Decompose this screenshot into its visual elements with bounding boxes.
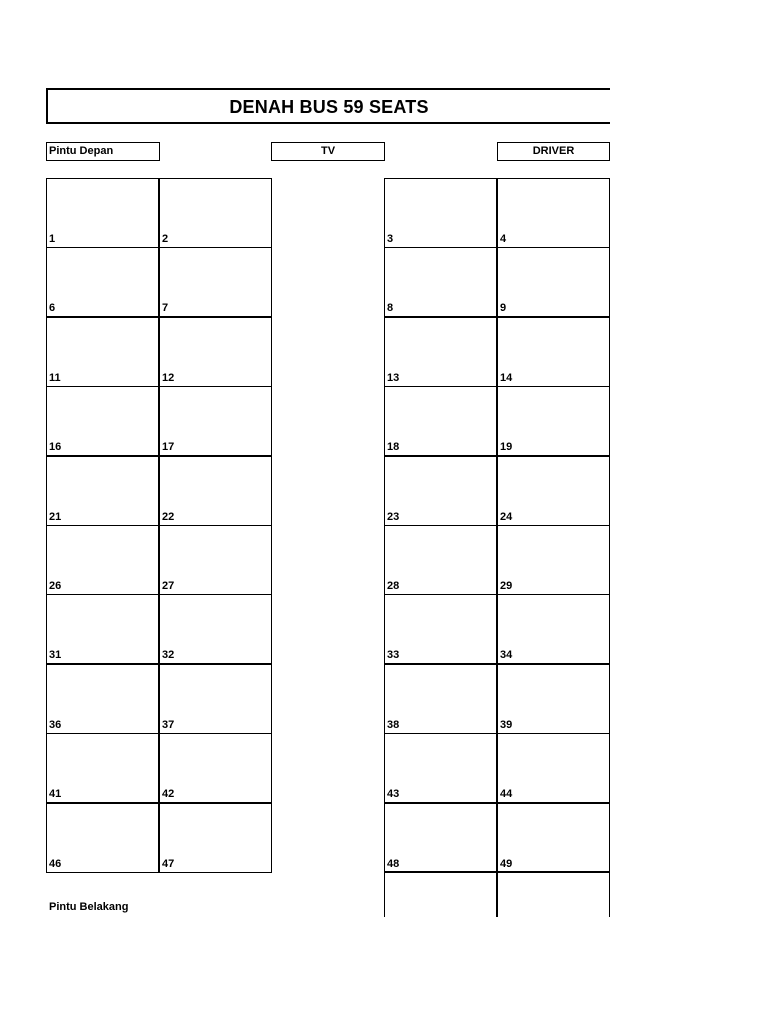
seat [497,456,610,526]
seat [384,525,497,595]
seat-unnumbered-right [497,871,610,917]
seat-number: 28 [387,580,400,592]
seat [384,386,497,456]
seat [46,178,159,248]
seat [497,317,610,387]
seat [159,386,272,456]
seat-number: 44 [500,788,513,800]
seat [46,317,159,387]
seat [46,733,159,803]
seat-number: 21 [49,511,62,523]
front-door-label: Pintu Depan [46,142,160,161]
seat-number: 34 [500,649,513,661]
seat [159,317,272,387]
seat [497,803,610,873]
seat [46,525,159,595]
seat-number: 27 [162,580,175,592]
seat [384,247,497,317]
seat [46,456,159,526]
seat-number: 24 [500,511,513,523]
seat-number: 19 [500,441,513,453]
seat [159,803,272,873]
seat-number: 9 [500,302,507,314]
seat-number: 18 [387,441,400,453]
seat-number: 1 [49,233,56,245]
seat [497,664,610,734]
seat-number: 14 [500,372,513,384]
seat-number: 43 [387,788,400,800]
seat-number: 32 [162,649,175,661]
seat [159,594,272,664]
seat-number: 17 [162,441,175,453]
seat-number: 33 [387,649,400,661]
seat [384,594,497,664]
seat [384,664,497,734]
seat [384,733,497,803]
seat [497,178,610,248]
seat-number: 49 [500,858,513,870]
seat [384,178,497,248]
seat-number: 37 [162,719,175,731]
seat-number: 16 [49,441,62,453]
seat [384,803,497,873]
tv-label: TV [271,142,385,161]
seat [159,664,272,734]
seat [46,803,159,873]
seat-number: 7 [162,302,169,314]
seat-number: 3 [387,233,394,245]
seat [159,456,272,526]
seat [159,247,272,317]
title-box [46,88,610,124]
seat [497,525,610,595]
seat [159,733,272,803]
seat [46,247,159,317]
seat-number: 42 [162,788,175,800]
seat [497,386,610,456]
seat [497,247,610,317]
seat [46,386,159,456]
seat [497,733,610,803]
seat [46,594,159,664]
driver-label: DRIVER [497,142,610,161]
seat-number: 2 [162,233,169,245]
seat [159,178,272,248]
seat-number: 4 [500,233,507,245]
seat [46,664,159,734]
seat-number: 13 [387,372,400,384]
seat-number: 6 [49,302,56,314]
seat [497,594,610,664]
page-title: DENAH BUS 59 SEATS [229,97,429,117]
seat-number: 48 [387,858,400,870]
seat-number: 36 [49,719,62,731]
seat [384,317,497,387]
seat-number: 31 [49,649,62,661]
seat-unnumbered-left [384,871,497,917]
seat-number: 46 [49,858,62,870]
seat-number: 22 [162,511,175,523]
seat-number: 8 [387,302,394,314]
seat-number: 39 [500,719,513,731]
rear-door-label: Pintu Belakang [49,901,129,913]
seat-number: 12 [162,372,175,384]
seat [384,456,497,526]
seat-number: 23 [387,511,400,523]
seat-number: 29 [500,580,513,592]
seat-number: 41 [49,788,62,800]
seat-number: 11 [49,372,61,384]
seat-number: 26 [49,580,62,592]
seat-number: 47 [162,858,175,870]
seat-number: 38 [387,719,400,731]
seat [159,525,272,595]
